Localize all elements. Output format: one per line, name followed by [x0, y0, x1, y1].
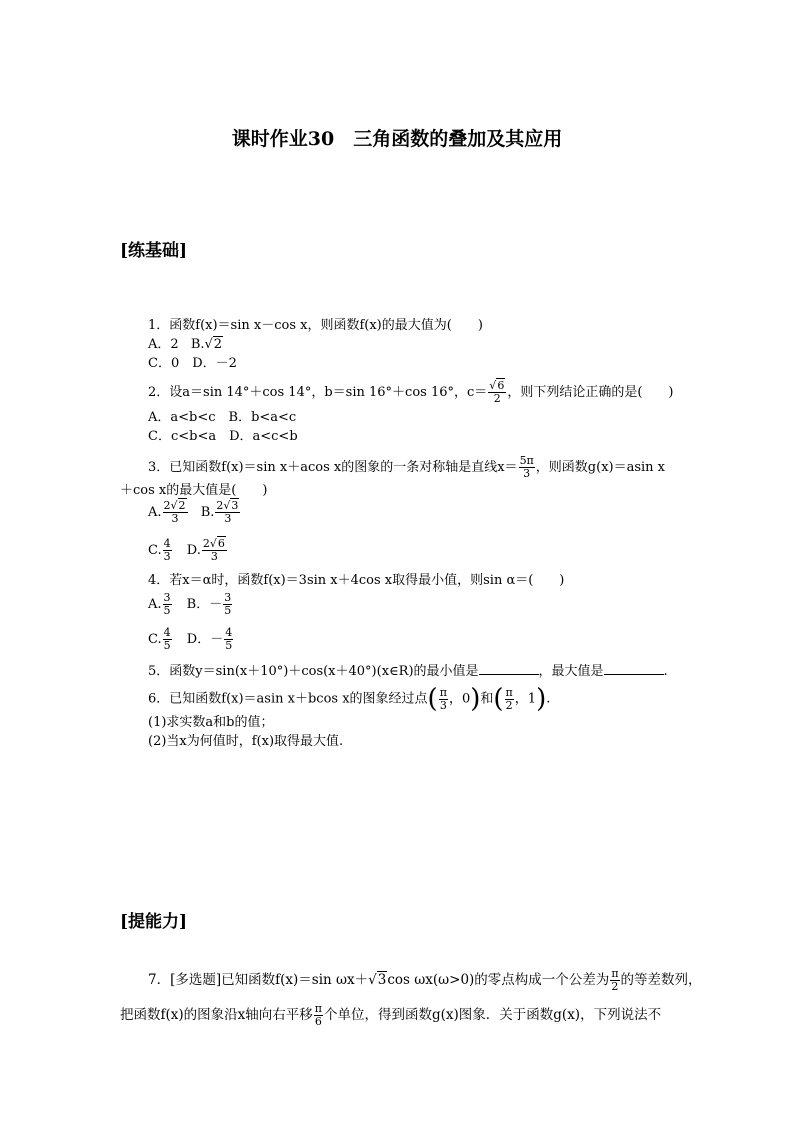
q6-point1-x: $\frac{\pi}{3}$: [439, 685, 447, 712]
section-advanced: [提能力]: [120, 912, 188, 932]
q7-sqrt-radicand: 3: [377, 972, 387, 988]
q6-point1-y: ，0: [448, 691, 471, 707]
q4-option-a-label: A.: [148, 597, 162, 612]
q4-option-b-label: B．－: [186, 597, 223, 612]
q2-stem-pre: 2．设a＝sin 14°＋cos 14°，b＝sin 16°＋cos 16°，c＝: [148, 385, 488, 400]
q4-option-a-fraction: $\frac{3}{5}$: [163, 591, 171, 617]
q5-min-blank[interactable]: [479, 662, 539, 675]
q7-line2-post: 个单位，得到函数g(x)图象．关于函数g(x)，下列说法不: [324, 1007, 662, 1023]
question-6-stem: 6．已知函数f(x)＝asin x＋bcos x的图象经过点( $\frac{\pi}{3}$ ，0)和( $\frac{\pi}{2}$ ，1).: [148, 684, 551, 714]
q3-option-d-label: D.: [186, 543, 201, 558]
q1-option-b-sqrt: √2: [204, 337, 223, 352]
q3-option-c-label: C.: [148, 543, 162, 558]
question-2-options-cd: C．c<b<a D．a<c<b: [148, 429, 298, 444]
question-5-stem: [148, 662, 668, 680]
q3-option-b-fraction: $\frac{2√3}{3}$: [216, 499, 239, 525]
question-2-stem: [148, 380, 673, 405]
question-4-stem: 4．若x＝α时，函数f(x)＝3sin x＋4cos x取得最小值，则sin α＝( ): [148, 573, 565, 588]
q5-stem-mid: ，最大值是: [538, 664, 604, 679]
q7-diff-fraction: $\frac{\pi}{2}$: [611, 967, 619, 993]
q3-option-b-label: B.: [200, 505, 215, 520]
section-basic: [练基础]: [120, 241, 188, 261]
q2-c-fraction: $\frac{√6}{2}$: [489, 379, 505, 405]
q3-option-a-fraction: $\frac{2√2}{3}$: [163, 499, 186, 525]
q5-stem-end: .: [663, 664, 668, 679]
question-1-stem: 1．函数f(x)＝sin x－cos x，则函数f(x)的最大值为( ): [148, 318, 483, 333]
q6-stem-pre: 6．已知函数f(x)＝asin x＋bcos x的图象经过点: [148, 691, 428, 707]
q6-point2-y: ，1: [514, 691, 537, 707]
q5-stem-pre: 5．函数y＝sin(x＋10°)＋cos(x＋40°)(x∈R)的最小值是: [148, 664, 479, 679]
question-3-stem: [148, 455, 665, 480]
q3-option-c-fraction: $\frac{4}{3}$: [163, 537, 171, 563]
question-6-sub1: (1)求实数a和b的值；: [148, 715, 274, 730]
question-4-options-cd: [148, 627, 234, 652]
question-1-options-ab: [148, 337, 223, 353]
q2-stem-post: ，则下列结论正确的是( ): [507, 385, 674, 400]
question-3-stem-line2: ＋cos x的最大值是( ): [120, 483, 268, 498]
question-4-options-ab: [148, 592, 233, 617]
q7-line1-pre: 7．[多选题]已知函数f(x)＝sin ωx＋: [148, 972, 369, 988]
question-1-options-cd: C．0 D．－2: [148, 356, 237, 371]
question-3-options-ab: [148, 500, 241, 525]
q3-stem-pre: 3．已知函数f(x)＝sin x＋acos x的图象的一条对称轴是直线x＝: [148, 460, 518, 475]
q7-line1-post: 的等差数列，: [620, 972, 702, 988]
question-7-line2: [120, 1003, 661, 1028]
q3-stem-post: ，则函数g(x)＝asin x: [535, 460, 666, 475]
q1-option-b-label: B.: [190, 337, 205, 352]
question-7-line1: 7．[多选题]已知函数f(x)＝sin ωx＋√3cos ωx(ω>0)的零点构成一个公差为 $\frac{\pi}{2}$ 的等差数列，: [148, 967, 702, 993]
q4-option-c-fraction: $\frac{4}{5}$: [163, 626, 171, 652]
q4-option-d-fraction: $\frac{4}{5}$: [225, 626, 233, 652]
q1-option-a: A．2: [148, 337, 179, 352]
q6-point2-x: $\frac{\pi}{2}$: [505, 685, 513, 712]
q7-line2-pre: 把函数f(x)的图象沿x轴向右平移: [120, 1007, 313, 1023]
q6-and: 和: [480, 691, 494, 707]
question-3-options-cd: [148, 538, 228, 563]
question-2-options-ab: A．a<b<c B．b<a<c: [148, 410, 297, 425]
q4-option-d-label: D．－: [186, 632, 224, 647]
page-title: 课时作业30 三角函数的叠加及其应用: [231, 128, 563, 150]
q3-option-a-label: A.: [148, 505, 162, 520]
q3-axis-fraction: $\frac{5\pi}{3}$: [519, 454, 534, 480]
question-6-sub2: (2)当x为何值时，f(x)取得最大值.: [148, 734, 344, 749]
q6-end: .: [546, 691, 551, 707]
q7-shift-fraction: $\frac{\pi}{6}$: [314, 1002, 322, 1028]
q7-line1-mid: cos ωx(ω>0)的零点构成一个公差为: [387, 972, 610, 988]
q5-max-blank[interactable]: [604, 662, 664, 675]
q4-option-c-label: C.: [148, 632, 162, 647]
q3-option-d-fraction: $\frac{2√6}{3}$: [202, 537, 225, 563]
q4-option-b-fraction: $\frac{3}{5}$: [224, 591, 232, 617]
